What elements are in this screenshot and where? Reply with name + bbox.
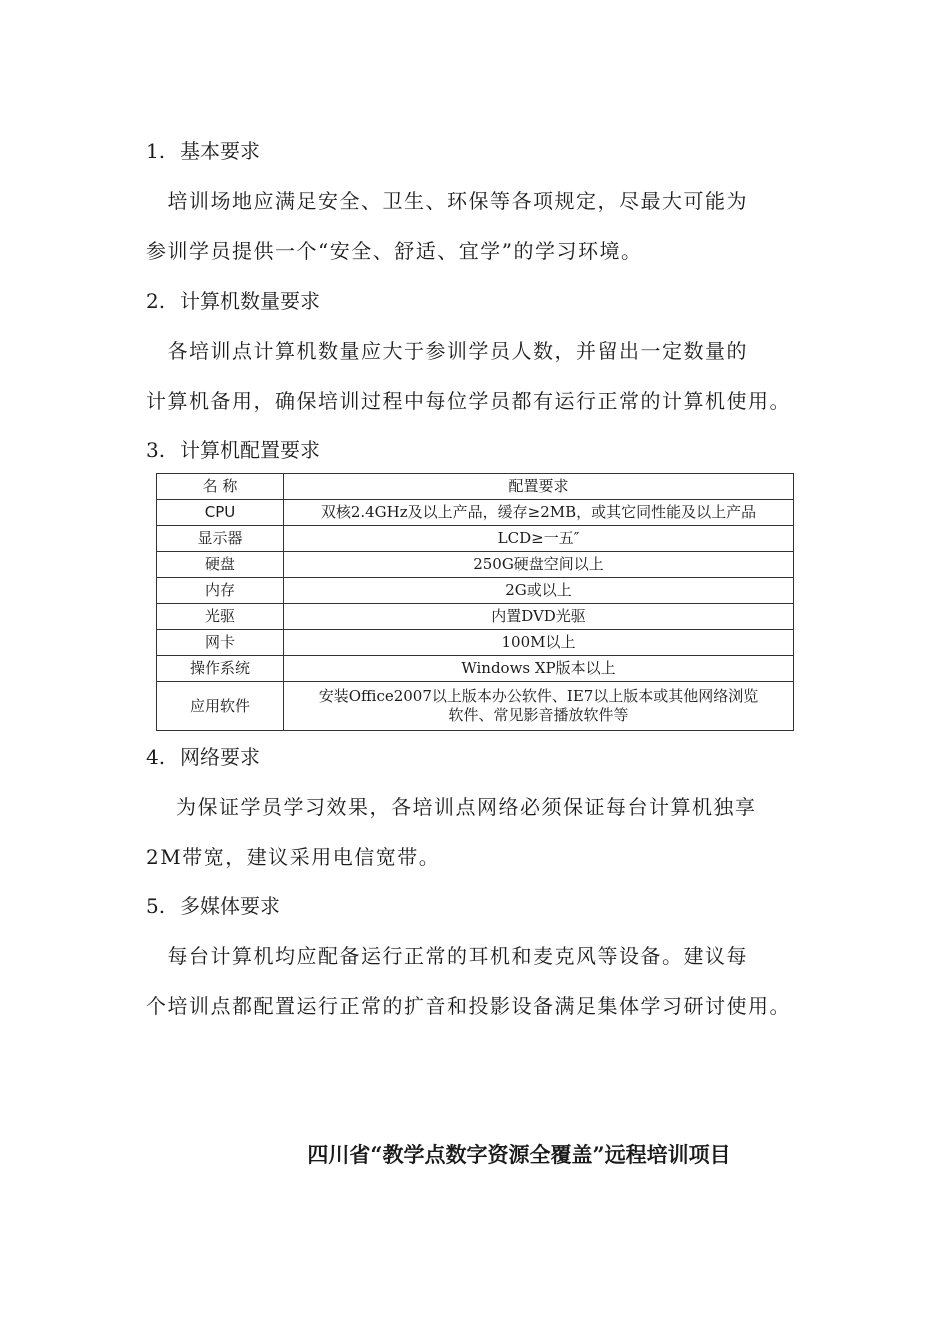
table-row: [157, 604, 794, 630]
section-heading-5: [146, 892, 280, 920]
section-heading-2: [146, 287, 320, 315]
table-header-name: 名 称: [157, 474, 284, 500]
config-table: [156, 473, 794, 731]
table-row: [157, 500, 794, 526]
section-number: 1.: [146, 139, 166, 163]
table-cell-name: 光驱: [157, 604, 284, 630]
section-heading-4: [146, 743, 260, 771]
section-number: 4.: [146, 745, 166, 769]
section-title: 网络要求: [180, 745, 260, 769]
project-title: 四川省“教学点数字资源全覆盖”远程培训项目: [307, 1142, 731, 1167]
table-cell-name: 网卡: [157, 630, 284, 656]
section-title: 计算机配置要求: [180, 438, 320, 462]
section-number: 2.: [146, 289, 166, 313]
paragraph-4-line-2: 2M带宽，建议采用电信宽带。: [146, 845, 441, 869]
table-cell-name: 内存: [157, 578, 284, 604]
table-header-requirement: 配置要求: [284, 474, 794, 500]
table-cell-name: 操作系统: [157, 656, 284, 682]
paragraph-2-line-2: 计算机备用，确保培训过程中每位学员都有运行正常的计算机使用。: [146, 389, 791, 413]
table-row: [157, 630, 794, 656]
table-cell-requirement: 2G或以上: [284, 578, 794, 604]
paragraph-1-line-1: 培训场地应满足安全、卫生、环保等各项规定，尽最大可能为: [146, 189, 748, 213]
section-number: 3.: [146, 438, 166, 462]
section-heading-3: [146, 436, 320, 464]
paragraph-5-line-2: 个培训点都配置运行正常的扩音和投影设备满足集体学习研讨使用。: [146, 994, 791, 1018]
paragraph-4-line-1: 为保证学员学习效果，各培训点网络必须保证每台计算机独享: [176, 795, 757, 819]
table-cell-requirement: 250G硬盘空间以上: [284, 552, 794, 578]
requirement-line-1: 安装Office2007以上版本办公软件、IE7以上版本或其他网络浏览: [318, 687, 759, 705]
table-cell-requirement: [284, 682, 794, 731]
paragraph-5-line-1: 每台计算机均应配备运行正常的耳机和麦克风等设备。建议每: [146, 944, 748, 968]
table-row: [157, 656, 794, 682]
table-row: [157, 578, 794, 604]
section-title: 多媒体要求: [180, 894, 280, 918]
table-row: [157, 526, 794, 552]
section-heading-1: [146, 137, 260, 165]
table-row: [157, 682, 794, 731]
table-cell-name: 应用软件: [157, 682, 284, 731]
table-cell-name: 显示器: [157, 526, 284, 552]
paragraph-1-line-2: 参训学员提供一个“安全、舒适、宜学”的学习环境。: [146, 239, 643, 263]
table-cell-requirement: LCD≥一五″: [284, 526, 794, 552]
table-header-row: [157, 474, 794, 500]
table-cell-requirement: 100M以上: [284, 630, 794, 656]
table-cell-requirement: Windows XP版本以上: [284, 656, 794, 682]
section-title: 计算机数量要求: [180, 289, 320, 313]
table-cell-name: CPU: [157, 500, 284, 526]
section-title: 基本要求: [180, 139, 260, 163]
table-cell-name: 硬盘: [157, 552, 284, 578]
requirement-line-2: 软件、常见影音播放软件等: [448, 706, 629, 724]
paragraph-2-line-1: 各培训点计算机数量应大于参训学员人数，并留出一定数量的: [146, 339, 748, 363]
table-row: [157, 552, 794, 578]
table-cell-requirement: 内置DVD光驱: [284, 604, 794, 630]
section-number: 5.: [146, 894, 166, 918]
table-cell-requirement: 双核2.4GHz及以上产品，缓存≥2MB，或其它同性能及以上产品: [284, 500, 794, 526]
